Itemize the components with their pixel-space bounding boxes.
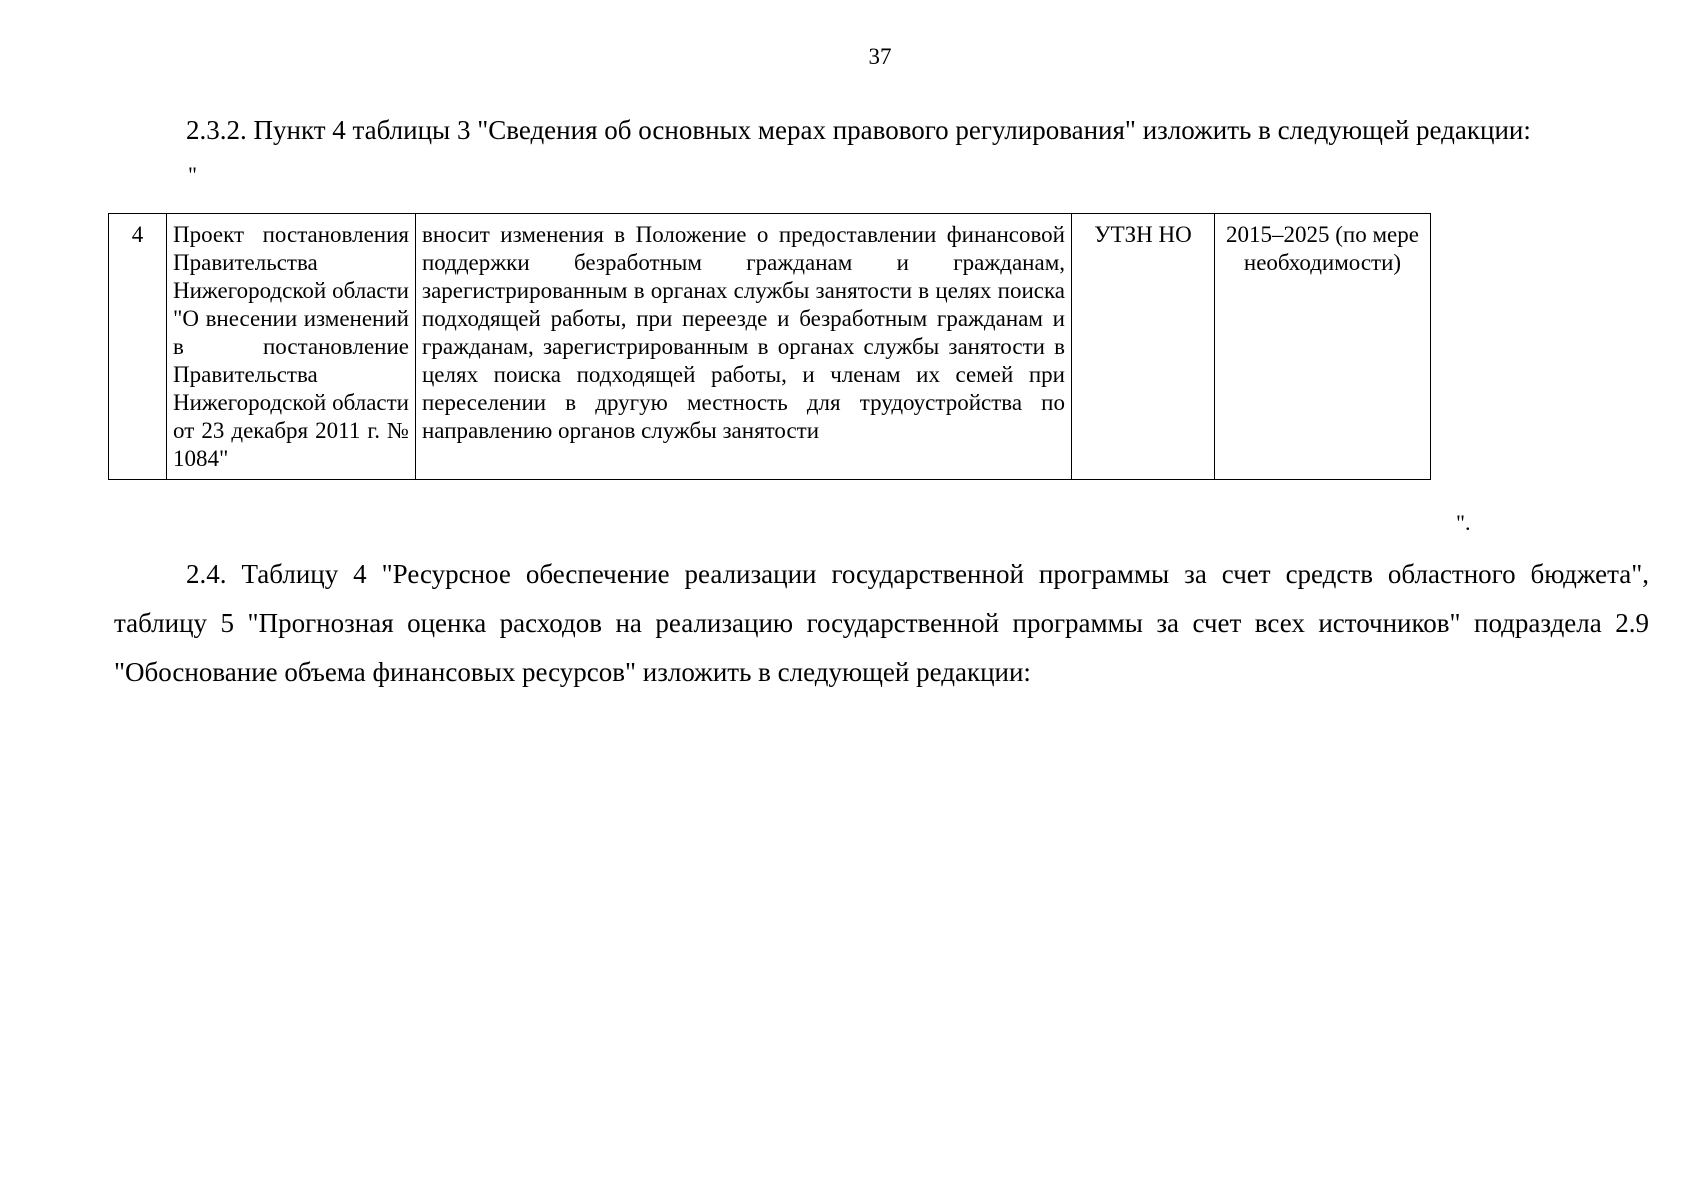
section-2-3-2-paragraph: 2.3.2. Пункт 4 таблицы 3 "Сведения об основных мерах правового регулирования" изложить в следующей редакции: [186, 115, 1531, 145]
row-number-cell: 4 [109, 214, 167, 480]
description-cell: вносит изменения в Положение о предоставлении финансовой поддержки безработным гражданам и гражданам, зарегистрированным в органах службы занятости в целях поиска подходящей работы, при переезде и безработным гражданам и гражданам, зарегистрированным в органах службы занятости в целях поиска подходящей работы, и членам их семей при переселении в другую местность для трудоустройства по направлению органов службы занятости [416, 214, 1072, 480]
term-cell: 2015–2025 (по мере необходимости) [1215, 214, 1431, 480]
legal-regulation-table [108, 213, 1431, 480]
page-number: 37 [868, 44, 892, 69]
project-title-cell: Проект постановления Правительства Нижегородской области "О внесении изменений в постановление Правительства Нижегородской области от 23 декабря 2011 г. № 1084" [167, 214, 416, 480]
opening-quote-mark: " [188, 162, 197, 187]
executor-cell: УТЗН НО [1072, 214, 1215, 480]
section-2-4-paragraph: 2.4. Таблицу 4 "Ресурсное обеспечение реализации государственной программы за счет средств областного бюджета", таблицу 5 "Прогнозная оценка расходов на реализацию государственной программы за счет всех источников" подраздела 2.9 "Обоснование объема финансовых ресурсов" изложить в следующей редакции: [114, 559, 1649, 687]
table-row [109, 214, 1431, 480]
closing-quote-mark: ". [1456, 510, 1471, 535]
